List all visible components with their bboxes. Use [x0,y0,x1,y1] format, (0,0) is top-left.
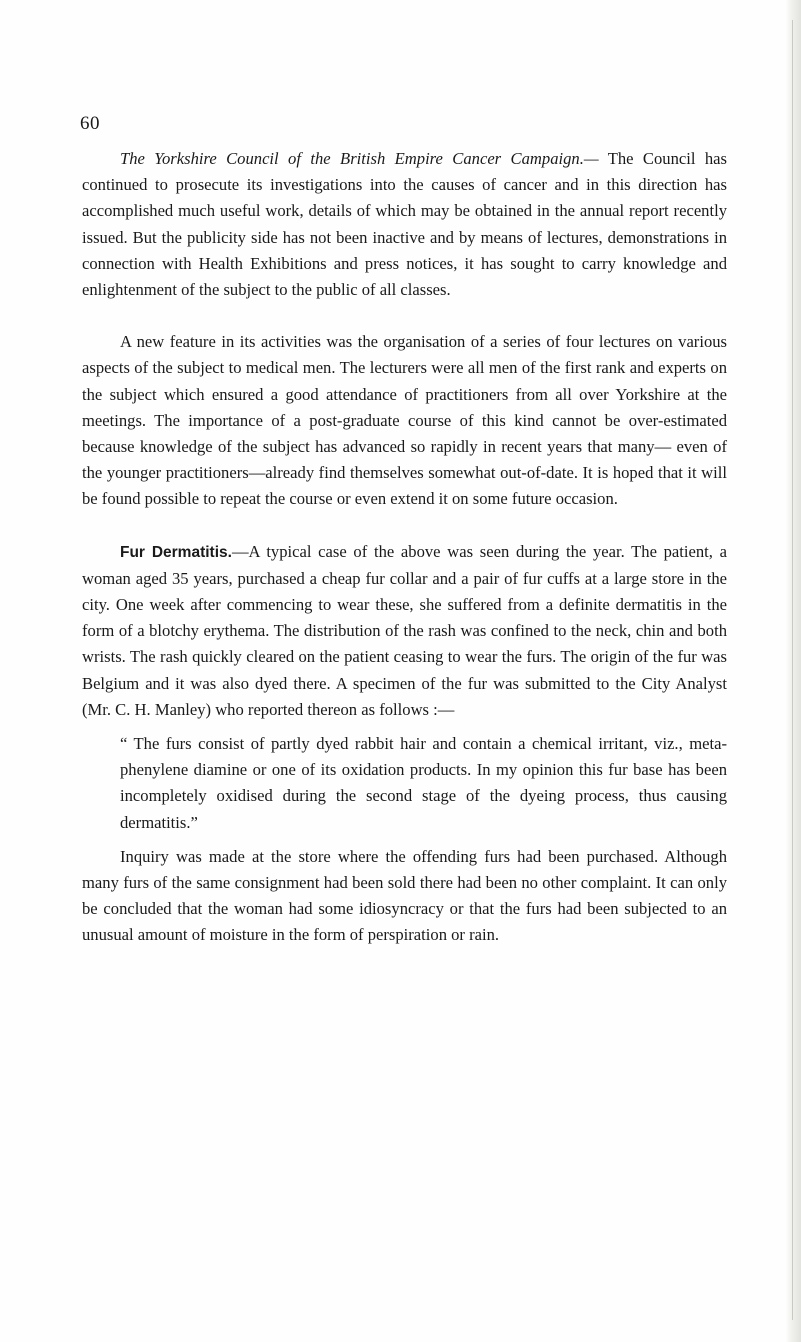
page-number: 60 [80,113,100,134]
body-text [82,146,727,949]
paragraph-inquiry: Inquiry was made at the store where the offending furs had been purchased. Although many furs of the same consignment had been sold there had been no other complaint. It can only be concluded that the woman had some idiosyncracy or that the furs had been subjected to an unusual amount of moisture in the form of perspiration or rain. [82,846,727,945]
paragraph-lectures: A new feature in its activities was the organisation of a series of four lectures on various aspects of the subject to medical men. The lecturers were all men of the first rank and experts on the subject which ensured a good attendance of practitioners from all over Yorkshire at the meetings. The importance of a post-graduate course of this kind cannot be over-estimated because knowledge of the subject has advanced so rapidly in recent years that many— even of the younger practitioners—already find themselves somewhat out-of-date. It is hoped that it will be found possible to repeat the course or even extend it on some future occasion. [82,332,727,509]
paragraph-fur-dermatitis [82,539,727,723]
paragraph-yorkshire-council [82,146,727,303]
page-edge-shadow [785,0,801,1342]
analyst-quote: “ The furs consist of partly dyed rabbit hair and contain a chemical irritant, viz., meta-phenylene diamine or one of its oxidation products. In my opinion this fur base has been incompletely oxidised during the second stage of the dyeing process, thus causing dermatitis.” [120,734,727,832]
paragraph-fur-text: —A typical case of the above was seen during the year. The patient, a woman aged 35 years, purchased a cheap fur collar and a pair of fur cuffs at a large store in the city. One week after commencing to wear these, she suffered from a definite dermatitis in the form of a blotchy erythema. The distribution of the rash was confined to the neck, chin and both wrists. The rash quickly cleared on the patient ceasing to wear the furs. The origin of the fur was Belgium and it was also dyed there. A specimen of the fur was submitted to the City Analyst (Mr. C. H. Manley) who reported thereon as follows :— [82,541,728,719]
paragraph-yorkshire-text: The Council has continued to prosecute its investigations into the causes of cancer and in this direction has accomplished much useful work, details of which may be obtained in the annual report recently issued. But the publicity side has not been inactive and by means of lectures, demonstrations in connection with Health Exhibitions and press notices, it has sought to carry knowledge and enlightenment of the subject to the public of all classes. [82,149,728,300]
heading-yorkshire-council: The Yorkshire Council of the British Empire Cancer Campaign.— [120,149,599,168]
page-edge-line [792,20,793,1320]
heading-fur-dermatitis: Fur Dermatitis. [120,543,232,561]
